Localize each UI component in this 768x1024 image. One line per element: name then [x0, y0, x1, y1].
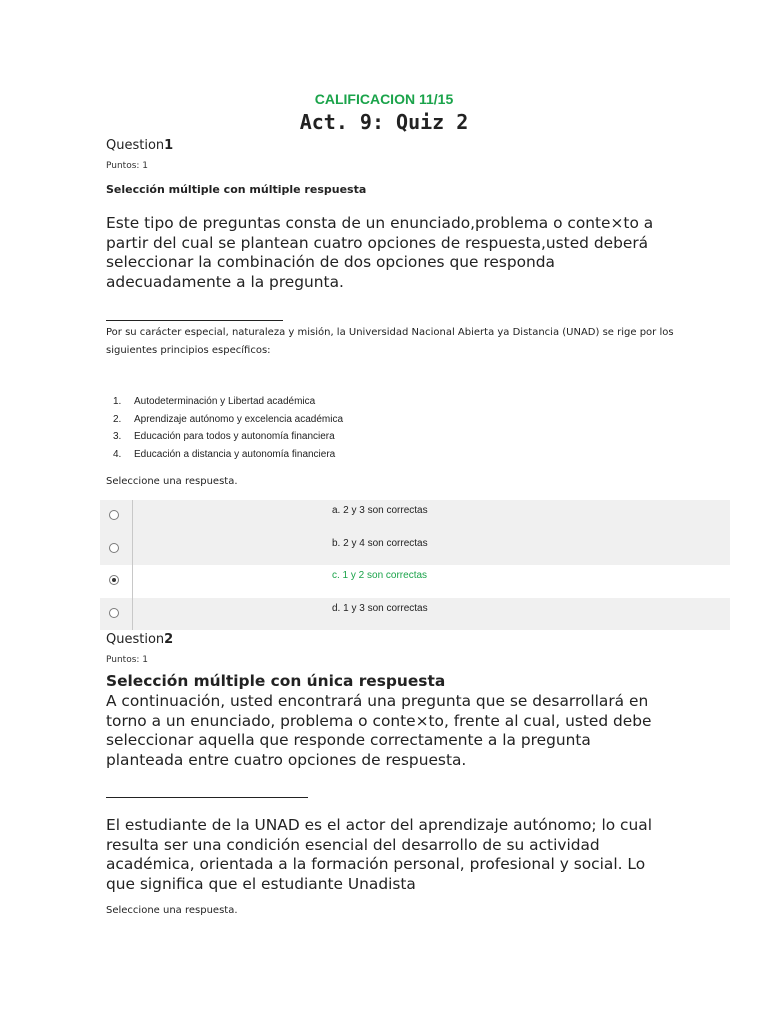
principles-list: [106, 393, 343, 463]
list-item: 3. Educación para todos y autonomía financiera: [113, 431, 335, 442]
grade-label: CALIFICACION 11/15: [314, 91, 454, 107]
question-number: 2: [164, 632, 174, 647]
radio-button[interactable]: [109, 510, 119, 520]
question-2-instructions: A continuación, usted encontrará una pregunta que se desarrollará en torno a un enunciado, problema o conte×to, frente al cual, usted debe seleccionar aquella que responde correctamente a la pregunta planteada entre cuatro opciones de respuesta.: [106, 692, 652, 769]
radio-button[interactable]: [109, 608, 119, 618]
list-item: 4. Educación a distancia y autonomía financiera: [113, 448, 336, 460]
question-1-type: Selección múltiple con múltiple respuesta: [106, 183, 367, 196]
question-label: Question: [106, 138, 165, 153]
answer-label-correct: c. 1 y 2 son correctas: [332, 570, 428, 581]
question-2-stem: El estudiante de la UNAD es el actor del aprendizaje autónomo; lo cual resulta ser una condición esencial del desarrollo de su actividad académica, orientada a la formación personal, profesional y social. Lo que significa que el estudiante Unadista: [106, 816, 652, 893]
question-1-points: Puntos: 1: [106, 161, 149, 171]
radio-button[interactable]: [109, 543, 119, 553]
question-label: Question: [106, 632, 165, 647]
list-item: 1. Autodeterminación y Libertad académica: [113, 396, 316, 407]
answer-option-d[interactable]: [100, 598, 730, 631]
question-1-stem: Por su carácter especial, naturaleza y misión, la Universidad Nacional Abierta ya Distancia (UNAD) se rige por los siguientes principios específicos:: [106, 327, 674, 356]
question-2-points: Puntos: 1: [106, 655, 149, 665]
quiz-title: Act. 9: Quiz 2: [299, 110, 469, 134]
radio-button-selected[interactable]: [109, 575, 119, 585]
question-2-select-label: Seleccione una respuesta.: [106, 905, 238, 916]
answer-option-a[interactable]: [100, 500, 730, 533]
answer-label: a. 2 y 3 son correctas: [332, 505, 428, 516]
question-2-heading: [106, 632, 173, 647]
answer-option-c[interactable]: [100, 565, 730, 598]
question-2-type: Selección múltiple con única respuesta: [106, 672, 446, 690]
answer-label: d. 1 y 3 son correctas: [332, 602, 428, 614]
divider: [106, 320, 283, 321]
question-1-instructions: Este tipo de preguntas consta de un enunciado,problema o conte×to a partir del cual se plantean cuatro opciones de respuesta,usted deberá seleccionar la combinación de dos opciones que responda adecuadamente a la pregunta.: [106, 214, 654, 291]
list-item: 2. Aprendizaje autónomo y excelencia académica: [113, 413, 344, 425]
divider: [106, 797, 308, 798]
answer-option-b[interactable]: [100, 533, 730, 566]
question-1-select-label: Seleccione una respuesta.: [106, 476, 238, 487]
answer-options: [100, 500, 730, 630]
question-1-heading: [106, 138, 173, 153]
question-number: 1: [164, 138, 174, 153]
answer-label: b. 2 y 4 son correctas: [332, 537, 428, 549]
